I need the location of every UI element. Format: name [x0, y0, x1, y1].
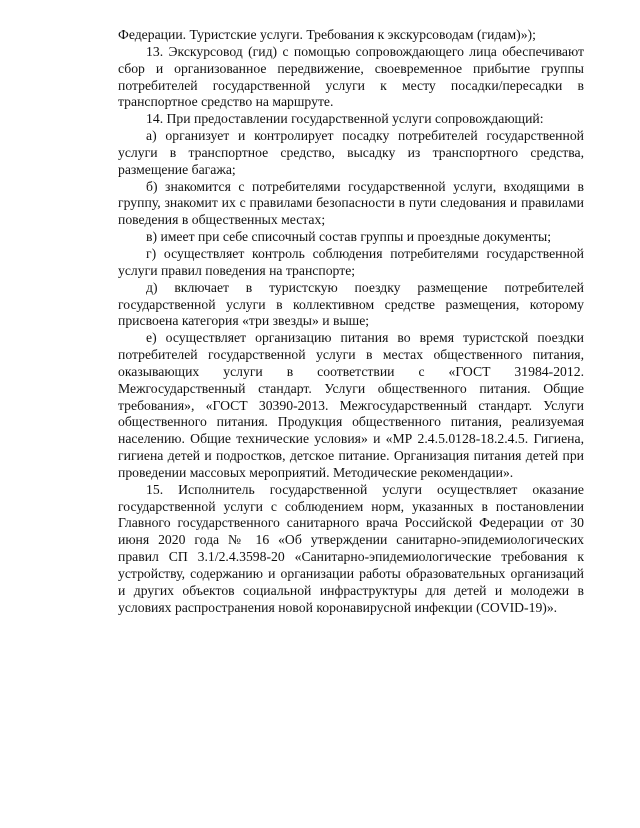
paragraph-item-14: 14. При предоставлении государственной услуги сопровождающий: — [146, 111, 544, 127]
paragraph-continuation: Федерации. Туристские услуги. Требования к экскурсоводам (гидам)»); — [118, 27, 536, 42]
subitem-e: е) осуществляет организацию питания во время туристской поездки потребителей государственной услуги в местах общественного питания, оказывающих услуги в соответствии с «ГОСТ 31984-2012. Межгосударственный стандарт. Услуги общественного питания. Общие требования», «ГОСТ 30390-2013. Межгосударственный стандарт. Услуги общественного питания. Продукция общественного питания, реализуемая населению. Общие технические условия» и «МР 2.4.5.0128-18.2.4.5. Гигиена, гигиена детей и подростков, детское питание. Организация питания детей при проведении массовых мероприятий. Методические рекомендации». — [118, 330, 584, 480]
subitem-b: б) знакомится с потребителями государственной услуги, входящими в группу, знакомит их с правилами безопасности в пути следования и правилами поведения в общественных местах; — [118, 178, 584, 228]
paragraph-item-15: 15. Исполнитель государственной услуги осуществляет оказание государственной услуги с соблюдением норм, указанных в постановлении Главного государственного санитарного врача Российской Федерации от 30 июня 2020 года № 16 «Об утверждении санитарно-эпидемиологических правил СП 3.1/2.4.3598-20 «Санитарно-эпидемиологические требования к устройству, содержанию и организации работы образовательных организаций и других объектов социальной инфраструктуры для детей и молодежи в условиях распространения новой коронавирусной инфекции (COVID-19)». — [118, 481, 584, 615]
subitem-g: г) осуществляет контроль соблюдения потребителями государственной услуги правил поведения на транспорте; — [118, 245, 584, 278]
subitem-v: в) имеет при себе списочный состав группы и проездные документы; — [146, 229, 552, 245]
document-page — [118, 27, 584, 617]
paragraph-item-13: 13. Экскурсовод (гид) с помощью сопровождающего лица обеспечивают сбор и организованное передвижение, своевременное прибытие группы потребителей государственной услуги к месту посадки/пересадки в транспортное средство на маршруте. — [118, 43, 584, 110]
subitem-a: а) организует и контролирует посадку потребителей государственной услуги в транспортное средство, высадку из транспортного средства, размещение багажа; — [118, 128, 584, 177]
subitem-d: д) включает в туристскую поездку размещение потребителей государственной услуги в коллективном средстве размещения, которому присвоена категория «три звезды» и выше; — [118, 279, 584, 329]
